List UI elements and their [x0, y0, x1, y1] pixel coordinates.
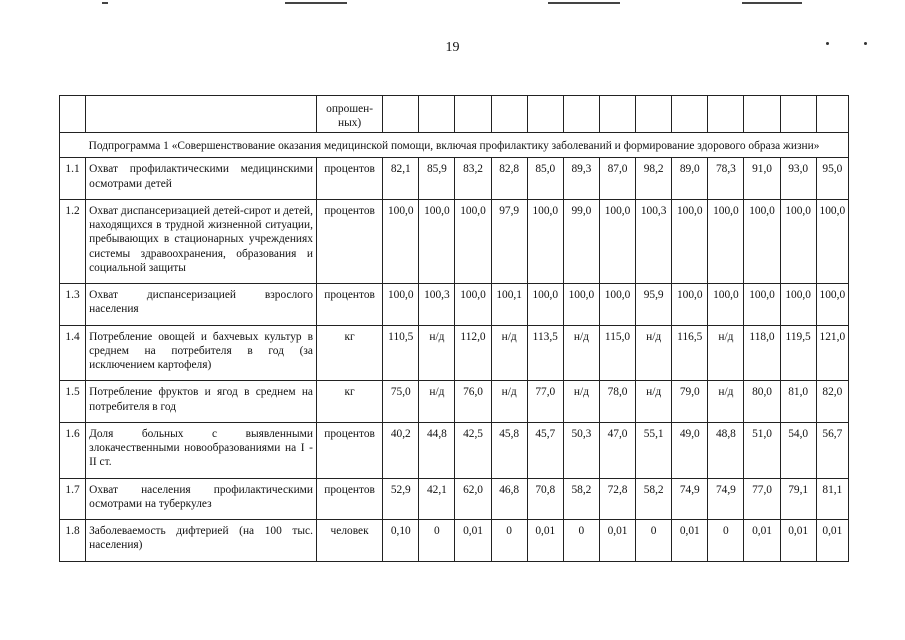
value-cell: 98,2 [636, 158, 672, 200]
value-cell: 82,8 [491, 158, 527, 200]
header-cell [383, 96, 419, 133]
row-number: 1.6 [60, 422, 86, 478]
value-cell: 77,0 [527, 381, 563, 423]
unit-cell: кг [316, 381, 382, 423]
value-cell: 0,10 [383, 520, 419, 562]
value-cell: 97,9 [491, 199, 527, 283]
unit-cell: человек [316, 520, 382, 562]
table-row [60, 284, 849, 326]
value-cell: 45,8 [491, 422, 527, 478]
value-cell: 52,9 [383, 478, 419, 520]
value-cell: 0,01 [599, 520, 635, 562]
value-cell: 95,0 [816, 158, 848, 200]
value-cell: 0 [636, 520, 672, 562]
value-cell: 0,01 [744, 520, 780, 562]
value-cell: 42,1 [419, 478, 455, 520]
value-cell: 85,0 [527, 158, 563, 200]
value-cell: н/д [708, 325, 744, 381]
scan-top-marks [0, 0, 905, 12]
indicator-name: Охват населения профилактическими осмотрами на туберкулез [86, 478, 317, 520]
value-cell: 80,0 [744, 381, 780, 423]
header-cell [455, 96, 491, 133]
value-cell: н/д [419, 381, 455, 423]
indicator-name: Доля больных с выявленными злокачественными новообразованиями на I - II ст. [86, 422, 317, 478]
value-cell: 0,01 [816, 520, 848, 562]
unit-cell: процентов [316, 284, 382, 326]
value-cell: 79,0 [672, 381, 708, 423]
value-cell: 113,5 [527, 325, 563, 381]
value-cell: 100,0 [816, 284, 848, 326]
value-cell: 79,1 [780, 478, 816, 520]
value-cell: н/д [491, 381, 527, 423]
value-cell: 0 [708, 520, 744, 562]
value-cell: 56,7 [816, 422, 848, 478]
value-cell: 100,0 [672, 284, 708, 326]
table-row [60, 520, 849, 562]
value-cell: 115,0 [599, 325, 635, 381]
value-cell: н/д [636, 325, 672, 381]
value-cell: н/д [563, 381, 599, 423]
value-cell: 49,0 [672, 422, 708, 478]
value-cell: 100,0 [780, 199, 816, 283]
header-cell [744, 96, 780, 133]
header-cell [419, 96, 455, 133]
value-cell: 0 [563, 520, 599, 562]
value-cell: 100,3 [419, 284, 455, 326]
subprogram-title: Подпрограмма 1 «Совершенствование оказания медицинской помощи, включая профилактику заболеваний и формирование здорового образа жизни» [60, 133, 849, 158]
row-number: 1.2 [60, 199, 86, 283]
value-cell: 42,5 [455, 422, 491, 478]
header-continuation-row [60, 96, 849, 133]
value-cell: 70,8 [527, 478, 563, 520]
unit-cell: кг [316, 325, 382, 381]
value-cell: 95,9 [636, 284, 672, 326]
indicator-name: Потребление овощей и бахчевых культур в среднем на потребителя в год (за исключением картофеля) [86, 325, 317, 381]
value-cell: 77,0 [744, 478, 780, 520]
value-cell: 100,1 [491, 284, 527, 326]
value-cell: 100,0 [527, 284, 563, 326]
value-cell: 100,0 [383, 199, 419, 283]
table-row [60, 381, 849, 423]
value-cell: 47,0 [599, 422, 635, 478]
value-cell: н/д [636, 381, 672, 423]
header-cell [491, 96, 527, 133]
value-cell: 100,0 [744, 199, 780, 283]
value-cell: 82,0 [816, 381, 848, 423]
value-cell: 100,0 [527, 199, 563, 283]
value-cell: 50,3 [563, 422, 599, 478]
header-cell [527, 96, 563, 133]
table-row [60, 199, 849, 283]
value-cell: 78,0 [599, 381, 635, 423]
value-cell: 100,0 [816, 199, 848, 283]
row-number: 1.1 [60, 158, 86, 200]
unit-cell: процентов [316, 478, 382, 520]
header-cell [599, 96, 635, 133]
indicator-name: Потребление фруктов и ягод в среднем на потребителя в год [86, 381, 317, 423]
value-cell: 0 [491, 520, 527, 562]
value-cell: 40,2 [383, 422, 419, 478]
value-cell: 0,01 [780, 520, 816, 562]
value-cell: н/д [708, 381, 744, 423]
value-cell: 89,0 [672, 158, 708, 200]
value-cell: 82,1 [383, 158, 419, 200]
unit-cell: процентов [316, 422, 382, 478]
indicator-name: Охват диспансеризацией детей-сирот и детей, находящихся в трудной жизненной ситуации, пребывающих в стационарных учреждениях системы здравоохранения, образования и социальной защиты [86, 199, 317, 283]
value-cell: 45,7 [527, 422, 563, 478]
value-cell: 58,2 [563, 478, 599, 520]
value-cell: 99,0 [563, 199, 599, 283]
row-number: 1.3 [60, 284, 86, 326]
value-cell: 100,0 [744, 284, 780, 326]
value-cell: н/д [491, 325, 527, 381]
value-cell: 81,0 [780, 381, 816, 423]
value-cell: 118,0 [744, 325, 780, 381]
subprogram-row [60, 133, 849, 158]
value-cell: 83,2 [455, 158, 491, 200]
value-cell: 74,9 [672, 478, 708, 520]
header-cell [86, 96, 317, 133]
value-cell: 100,3 [636, 199, 672, 283]
page-number: 19 [445, 40, 460, 55]
value-cell: 75,0 [383, 381, 419, 423]
unit-cell: процентов [316, 199, 382, 283]
indicator-name: Заболеваемость дифтерией (на 100 тыс. населения) [86, 520, 317, 562]
header-cell [708, 96, 744, 133]
value-cell: 58,2 [636, 478, 672, 520]
value-cell: 0,01 [455, 520, 491, 562]
table-row [60, 422, 849, 478]
table-row [60, 158, 849, 200]
value-cell: 116,5 [672, 325, 708, 381]
header-cell [816, 96, 848, 133]
value-cell: 54,0 [780, 422, 816, 478]
value-cell: 121,0 [816, 325, 848, 381]
value-cell: 100,0 [672, 199, 708, 283]
indicators-table [59, 95, 849, 562]
value-cell: 72,8 [599, 478, 635, 520]
value-cell: 76,0 [455, 381, 491, 423]
value-cell: 81,1 [816, 478, 848, 520]
header-cell [780, 96, 816, 133]
header-cell [636, 96, 672, 133]
row-number: 1.7 [60, 478, 86, 520]
value-cell: н/д [563, 325, 599, 381]
indicator-name: Охват профилактическими медицинскими осмотрами детей [86, 158, 317, 200]
table-row [60, 478, 849, 520]
value-cell: 110,5 [383, 325, 419, 381]
value-cell: 0 [419, 520, 455, 562]
indicator-name: Охват диспансеризацией взрослого населения [86, 284, 317, 326]
value-cell: 74,9 [708, 478, 744, 520]
value-cell: 100,0 [780, 284, 816, 326]
value-cell: 51,0 [744, 422, 780, 478]
value-cell: 119,5 [780, 325, 816, 381]
value-cell: 44,8 [419, 422, 455, 478]
value-cell: 89,3 [563, 158, 599, 200]
value-cell: 100,0 [708, 284, 744, 326]
scan-speck [826, 42, 829, 45]
value-cell: 100,0 [563, 284, 599, 326]
value-cell: 100,0 [383, 284, 419, 326]
value-cell: 46,8 [491, 478, 527, 520]
value-cell: 0,01 [672, 520, 708, 562]
row-number: 1.5 [60, 381, 86, 423]
value-cell: 78,3 [708, 158, 744, 200]
value-cell: 100,0 [455, 199, 491, 283]
value-cell: 100,0 [599, 284, 635, 326]
value-cell: 55,1 [636, 422, 672, 478]
value-cell: н/д [419, 325, 455, 381]
value-cell: 100,0 [455, 284, 491, 326]
value-cell: 48,8 [708, 422, 744, 478]
value-cell: 93,0 [780, 158, 816, 200]
value-cell: 100,0 [599, 199, 635, 283]
value-cell: 87,0 [599, 158, 635, 200]
value-cell: 91,0 [744, 158, 780, 200]
value-cell: 85,9 [419, 158, 455, 200]
scan-speck [864, 42, 867, 45]
value-cell: 100,0 [419, 199, 455, 283]
row-number: 1.4 [60, 325, 86, 381]
value-cell: 112,0 [455, 325, 491, 381]
row-number: 1.8 [60, 520, 86, 562]
header-unit-fragment: опрошен- ных) [316, 96, 382, 133]
value-cell: 100,0 [708, 199, 744, 283]
header-cell [563, 96, 599, 133]
value-cell: 62,0 [455, 478, 491, 520]
value-cell: 0,01 [527, 520, 563, 562]
header-cell [60, 96, 86, 133]
header-cell [672, 96, 708, 133]
table-row [60, 325, 849, 381]
unit-cell: процентов [316, 158, 382, 200]
